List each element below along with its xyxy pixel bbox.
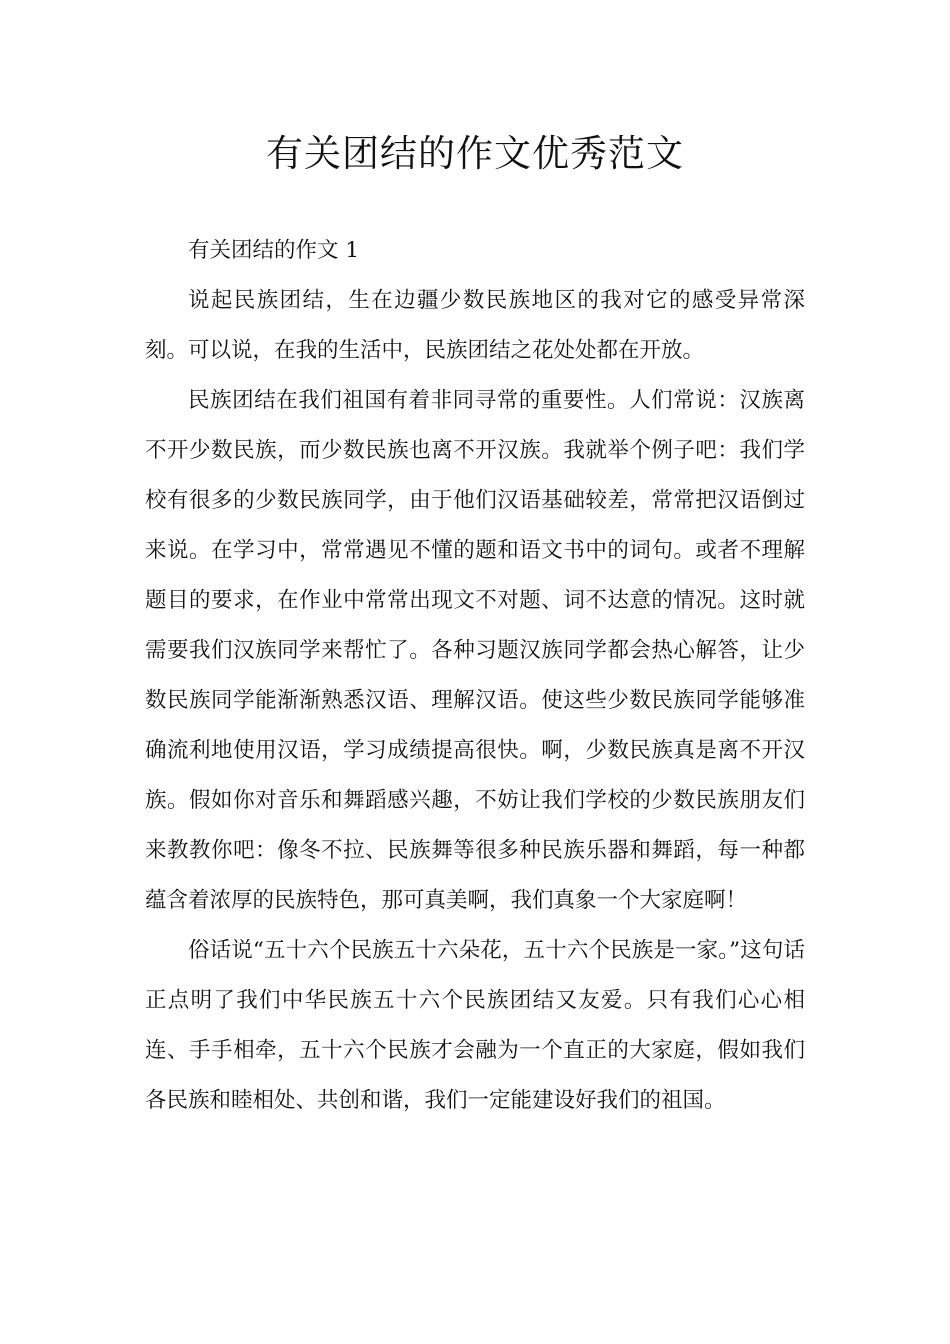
document-title: 有关团结的作文优秀范文 bbox=[266, 132, 684, 175]
document-body bbox=[145, 226, 805, 1126]
paragraph: 民族团结在我们祖国有着非同寻常的重要性。人们常说：汉族离不开少数民族，而少数民族也离不开汉族。我就举个例子吧：我们学校有很多的少数民族同学，由于他们汉语基础较差，常常把汉语倒过来说。在学习中，常常遇见不懂的题和语文书中的词句。或者不理解题目的要求，在作业中常常出现文不对题、词不达意的情况。这时就需要我们汉族同学来帮忙了。各种习题汉族同学都会热心解答，让少数民族同学能渐渐熟悉汉语、理解汉语。使这些少数民族同学能够准确流利地使用汉语，学习成绩提高很快。啊，少数民族真是离不开汉族。假如你对音乐和舞蹈感兴趣，不妨让我们学校的少数民族朋友们来教教你吧：像冬不拉、民族舞等很多种民族乐器和舞蹈，每一种都蕴含着浓厚的民族特色，那可真美啊，我们真象一个大家庭啊！ bbox=[145, 388, 805, 913]
paragraph: 俗话说“五十六个民族五十六朵花，五十六个民族是一家。”这句话正点明了我们中华民族五十六个民族团结又友爱。只有我们心心相连、手手相牵，五十六个民族才会融为一个直正的大家庭，假如我们各民族和睦相处、共创和谐，我们一定能建设好我们的祖国。 bbox=[145, 938, 805, 1113]
section-heading: 有关团结的作文 1 bbox=[188, 238, 360, 263]
paragraph: 说起民族团结，生在边疆少数民族地区的我对它的感受异常深刻。可以说，在我的生活中，民族团结之花处处都在开放。 bbox=[145, 288, 805, 363]
